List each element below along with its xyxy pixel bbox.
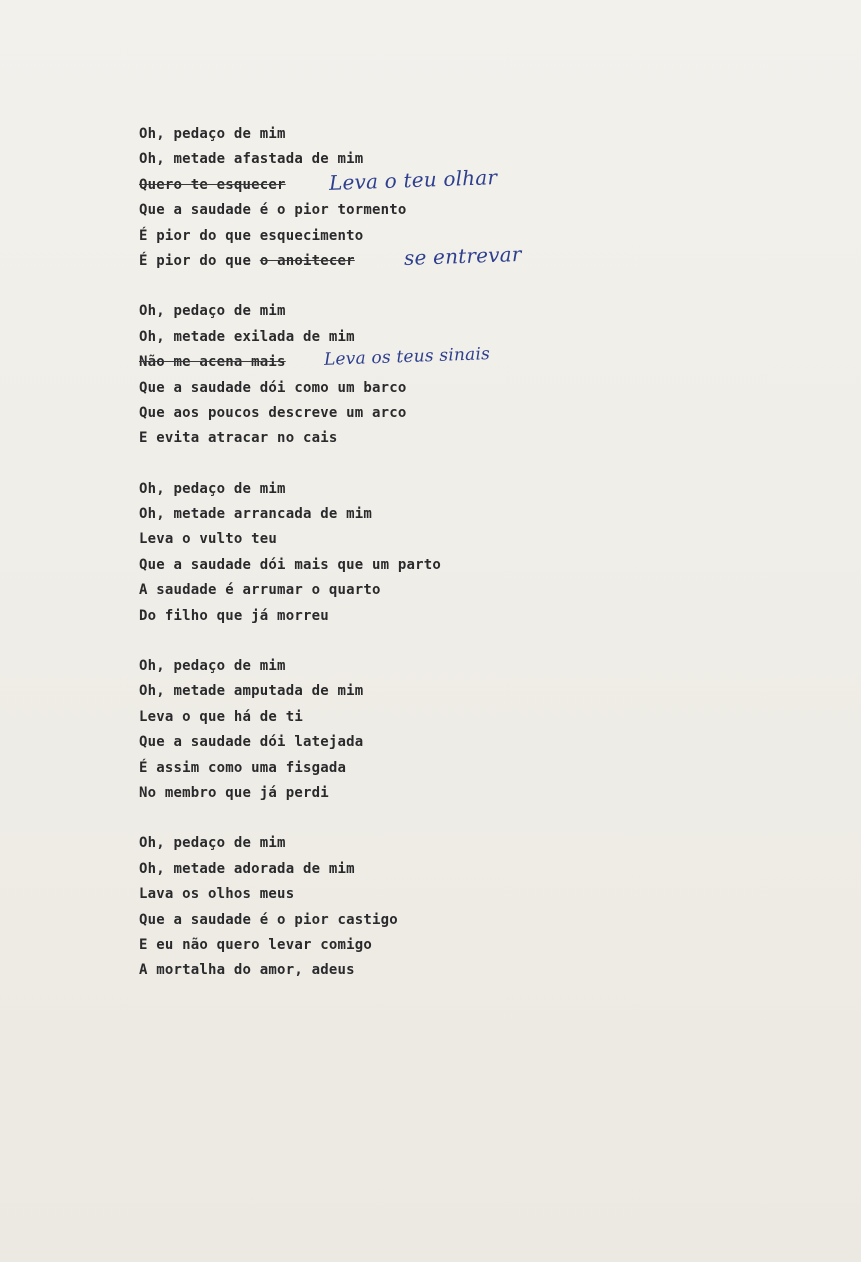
handwritten-annotation: Leva o teu olhar [328,164,498,195]
poem-line [139,477,739,502]
poem-line [139,578,739,603]
poem-line [139,604,739,629]
poem-line [139,241,739,274]
poem-line [139,882,739,907]
line-text: A saudade é arrumar o quarto [139,582,381,599]
stanza [139,477,739,629]
poem-line [139,756,739,781]
poem-line [139,730,739,755]
line-text: Leva o vulto teu [139,531,278,548]
line-text: Oh, metade arrancada de mim [139,506,372,523]
poem-typescript [139,122,739,1009]
poem-line [139,164,739,198]
line-text: É assim como uma fisgada [139,759,347,776]
poem-line [139,198,739,223]
poem-line [139,933,739,958]
line-text: Oh, metade adorada de mim [139,860,355,877]
line-text: Leva o que há de ti [139,708,303,725]
line-text: Quero te esquecer [139,176,286,193]
stanza [139,299,739,451]
stanza [139,831,739,983]
stanza [139,654,739,806]
poem-line [139,553,739,578]
poem-line [139,908,739,933]
line-text: Que a saudade dói como um barco [139,379,407,396]
handwritten-annotation: Leva os teus sinais [323,344,491,371]
poem-line [139,857,739,882]
poem-line [139,654,739,679]
poem-line [139,705,739,730]
line-text: Lava os olhos meus [139,886,295,903]
line-text: Oh, metade afastada de mim [139,151,364,168]
line-text: E evita atracar no cais [139,430,338,447]
poem-line [139,502,739,527]
line-text: Não me acena mais [139,354,286,371]
poem-line [139,401,739,426]
struck-text: o anoitecer [259,252,355,269]
line-text: É pior do que esquecimento [139,227,364,244]
handwritten-annotation: se entrevar [403,241,522,270]
line-text: A mortalha do amor, adeus [139,962,355,979]
poem-line [139,122,739,147]
line-text: Oh, metade amputada de mim [139,683,364,700]
poem-line [139,426,739,451]
line-text: Que aos poucos descreve um arco [139,404,407,421]
poem-line [139,376,739,401]
poem-line [139,958,739,983]
poem-line [139,344,739,375]
line-text: E eu não quero levar comigo [139,936,372,953]
line-text: Oh, pedaço de mim [139,658,286,675]
line-text: Oh, pedaço de mim [139,480,286,497]
line-text: Oh, pedaço de mim [139,303,286,320]
line-text: Que a saudade dói latejada [139,734,364,751]
poem-line [139,527,739,552]
line-text: É pior do que [139,252,260,269]
line-text: Oh, pedaço de mim [139,835,286,852]
line-text: Que a saudade é o pior tormento [139,202,407,219]
poem-line [139,781,739,806]
line-text: Que a saudade é o pior castigo [139,911,398,928]
line-text: Que a saudade dói mais que um parto [139,556,442,573]
line-text: Oh, metade exilada de mim [139,328,355,345]
stanza [139,122,739,274]
line-text: Do filho que já morreu [139,607,329,624]
poem-line [139,679,739,704]
line-text: No membro que já perdi [139,784,329,801]
poem-line [139,299,739,324]
poem-line [139,831,739,856]
line-text: Oh, pedaço de mim [139,126,286,142]
